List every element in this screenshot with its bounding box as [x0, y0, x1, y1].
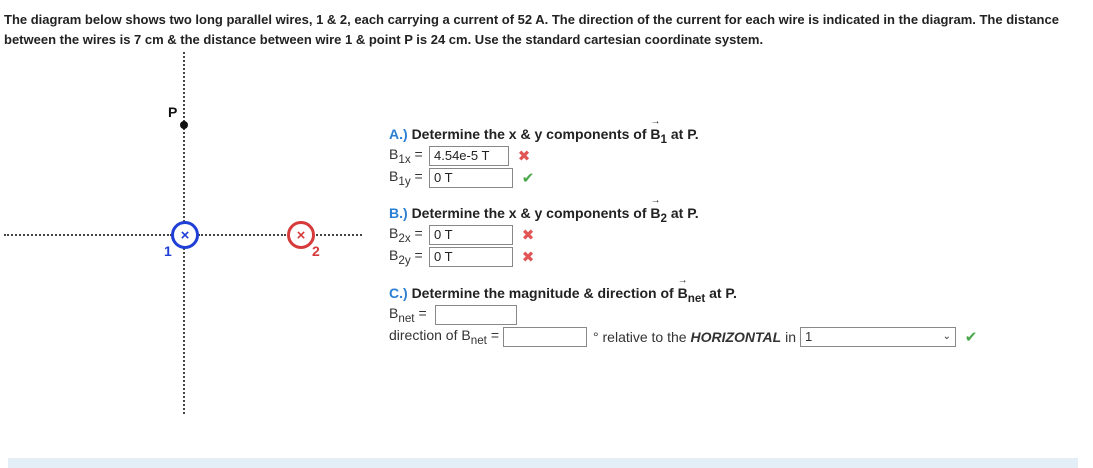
quadrant-select[interactable]: [800, 327, 956, 347]
b2y-input[interactable]: 0 T: [429, 247, 513, 267]
point-p-label: P: [168, 104, 178, 120]
wire-diagram: [0, 0, 380, 468]
wire-2-into-page-icon: [287, 221, 315, 249]
bnet-direction-input[interactable]: [503, 327, 587, 347]
b1-vector: → B: [650, 116, 661, 142]
part-a-letter: A.): [389, 126, 408, 142]
bnet-magnitude-input[interactable]: [435, 305, 517, 325]
wire-2-symbol: ×: [296, 226, 306, 244]
wire-2-label: 2: [312, 243, 320, 259]
part-c-title: C.) Determine the magnitude & direction of → $B_{net}$ at P.: [389, 275, 737, 305]
incorrect-icon: ✖: [517, 147, 531, 165]
wire-1-into-page-icon: [171, 221, 199, 249]
b2y-row: $B_{2y}$ = 0 T ✖: [389, 246, 699, 267]
part-c: [389, 275, 980, 347]
bottom-panel: [8, 458, 1078, 468]
x-axis-dotted-line-left: [4, 234, 172, 236]
x-axis-dotted-line-right: [312, 234, 362, 236]
b2-vector: → B: [650, 195, 661, 221]
bnet-direction-row: direction of $B_{net}$ = ° relative to the HORIZONTAL in 1 ⌄ ✔: [389, 326, 980, 347]
part-a: [389, 116, 699, 188]
bnet-row: $B_{net}$ =: [389, 304, 980, 325]
b1x-input[interactable]: 4.54e-5 T: [429, 146, 509, 166]
wire-1-symbol: ×: [180, 226, 190, 244]
incorrect-icon: ✖: [521, 248, 535, 266]
x-axis-dotted-line-middle: [198, 234, 286, 236]
bnet-vector: → B: [677, 275, 688, 301]
b1y-input[interactable]: 0 T: [429, 168, 513, 188]
b1y-row: $B_{1y}$ = 0 T ✔: [389, 167, 699, 188]
part-c-letter: C.): [389, 285, 408, 301]
chevron-down-icon: ⌄: [942, 331, 951, 342]
b2x-row: $B_{2x}$ = 0 T ✖: [389, 224, 699, 245]
part-b-letter: B.): [389, 205, 408, 221]
correct-icon: ✔: [521, 169, 535, 187]
quadrant-select-value: 1: [804, 329, 813, 344]
b2x-input[interactable]: 0 T: [429, 225, 513, 245]
part-b-title: B.) Determine the x & y components of → $B_2$ at P.: [389, 195, 699, 225]
part-a-title: A.) Determine the x & y components of → $B_1$ at P.: [389, 116, 699, 146]
problem-line-1: The diagram below shows two long parallel wires, 1 & 2, each carrying a current of 52 A. The direction of the current for each wire is indicated in the diagram. The distance: [4, 12, 1059, 27]
problem-line-2: between the wires is 7 cm & the distance between wire 1 & point P is 24 cm. Use the standard cartesian coordinate system.: [4, 32, 764, 47]
point-p-dot: [180, 121, 188, 129]
direction-suffix: ° relative to the HORIZONTAL in: [593, 328, 796, 345]
wire-1-label: 1: [164, 243, 172, 259]
part-b: [389, 195, 699, 267]
b1x-row: $B_{1x}$ = 4.54e-5 T ✖: [389, 145, 699, 166]
incorrect-icon: ✖: [521, 226, 535, 244]
correct-icon: ✔: [964, 328, 978, 346]
